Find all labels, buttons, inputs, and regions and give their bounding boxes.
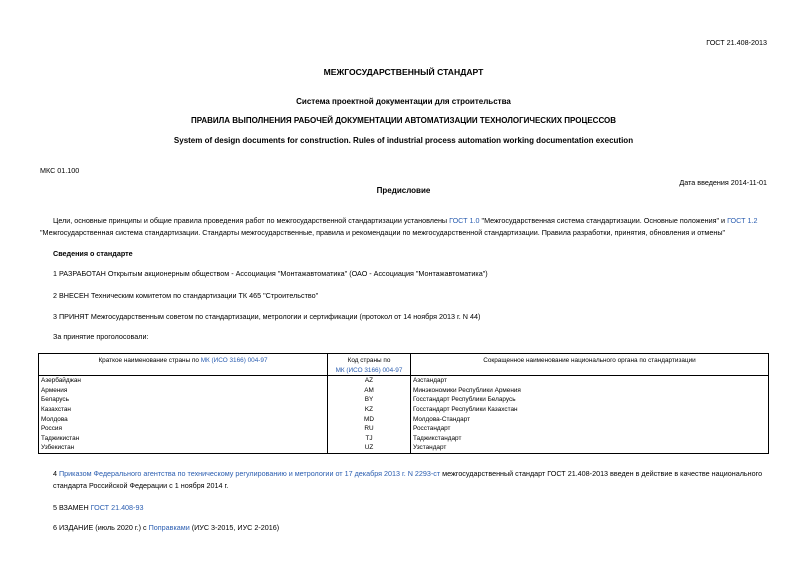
country-name-cell: Армения: [39, 386, 328, 396]
country-name-cell: Беларусь: [39, 395, 328, 405]
country-code-cell: BY: [328, 395, 411, 405]
voted-label: За принятие проголосовали:: [53, 332, 149, 341]
standard-info-heading: Сведения о стандарте: [53, 249, 133, 258]
country-code-cell: MD: [328, 415, 411, 425]
country-name-cell: Молдова: [39, 415, 328, 425]
preface-heading: Предисловие: [376, 186, 431, 195]
col-country-label: Краткое наименование страны по: [98, 357, 201, 364]
item-4-text: межгосударственный стандарт ГОСТ 21.408-2013 введен в действие в качестве национального стандарта Российской Федерации с 1 ноября 2014 г.: [53, 469, 763, 490]
country-code-cell: AM: [328, 386, 411, 396]
table-row: [39, 434, 769, 444]
table-row: [39, 376, 769, 386]
link-gost-21-408-93[interactable]: ГОСТ 21.408-93: [90, 503, 144, 512]
countries-table: [38, 353, 769, 454]
item-1-developed: 1 РАЗРАБОТАН Открытым акционерным обществом - Ассоциация "Монтажавтоматика" (ОАО - Ассоциация "Монтажавтоматика"): [53, 269, 488, 278]
standards-body-cell: Молдова-Стандарт: [411, 415, 769, 425]
col-code-header: [328, 354, 411, 376]
country-name-cell: Азербайджан: [39, 376, 328, 386]
table-row: [39, 415, 769, 425]
preface-text-a: Цели, основные принципы и общие правила проведения работ по межгосударственной стандартизации установлены: [53, 216, 450, 225]
standards-body-cell: Росстандарт: [411, 424, 769, 434]
link-mk-iso-3166[interactable]: МК (ИСО 3166) 004-97: [200, 357, 268, 364]
item-4-order: [53, 468, 769, 492]
table-row: [39, 443, 769, 453]
country-name-cell: Россия: [39, 424, 328, 434]
standards-body-cell: Госстандарт Республики Казахстан: [411, 405, 769, 415]
col-code-label: Код страны по: [347, 357, 391, 364]
country-code-cell: UZ: [328, 443, 411, 453]
item-6-edition: [53, 523, 279, 532]
link-amendments[interactable]: Поправками: [148, 523, 190, 532]
standards-body-cell: Госстандарт Республики Беларусь: [411, 395, 769, 405]
preface-paragraph-1: [40, 215, 770, 239]
col-body-header: Сокращенное наименование национального органа по стандартизации: [411, 354, 769, 376]
link-gost-1-0[interactable]: ГОСТ 1.0: [449, 216, 480, 225]
country-code-cell: TJ: [328, 434, 411, 444]
item-6-text-a: 6 ИЗДАНИЕ (июль 2020 г.) с: [53, 523, 149, 532]
link-mk-iso-3166-code[interactable]: МК (ИСО 3166) 004-97: [335, 366, 403, 374]
link-order-2293[interactable]: Приказом Федерального агентства по техническому регулированию и метрологии от 17 декабря 2013 г. N 2293-ст: [59, 469, 441, 478]
preface-text-b: "Межгосударственная система стандартизации. Основные положения" и: [479, 216, 728, 225]
link-gost-1-2[interactable]: ГОСТ 1.2: [727, 216, 758, 225]
item-5-text: 5 ВЗАМЕН: [53, 503, 91, 512]
table-row: [39, 386, 769, 396]
system-title: Система проектной документации для строительства: [296, 97, 511, 106]
item-3-adopted: 3 ПРИНЯТ Межгосударственным советом по стандартизации, метрологии и сертификации (протокол от 14 ноября 2013 г. N 44): [53, 312, 481, 321]
item-4-number: 4: [53, 469, 59, 478]
document-code: ГОСТ 21.408-2013: [706, 38, 767, 47]
country-code-cell: RU: [328, 424, 411, 434]
standard-title-en: System of design documents for construction. Rules of industrial process automation working documentation execution: [173, 136, 634, 145]
country-name-cell: Таджикистан: [39, 434, 328, 444]
table-row: [39, 405, 769, 415]
standards-body-cell: Узстандарт: [411, 443, 769, 453]
table-header-row: [39, 354, 769, 376]
standard-title-ru: ПРАВИЛА ВЫПОЛНЕНИЯ РАБОЧЕЙ ДОКУМЕНТАЦИИ АВТОМАТИЗАЦИИ ТЕХНОЛОГИЧЕСКИХ ПРОЦЕССОВ: [190, 116, 617, 125]
country-name-cell: Узбекистан: [39, 443, 328, 453]
country-code-cell: AZ: [328, 376, 411, 386]
country-code-cell: KZ: [328, 405, 411, 415]
standards-body-cell: Таджикстандарт: [411, 434, 769, 444]
standards-body-cell: Азстандарт: [411, 376, 769, 386]
item-6-text-b: (ИУС 3-2015, ИУС 2-2016): [189, 523, 280, 532]
table-row: [39, 424, 769, 434]
item-2-submitted: 2 ВНЕСЕН Техническим комитетом по стандартизации ТК 465 "Строительство": [53, 291, 319, 300]
standard-kind-heading: МЕЖГОСУДАРСТВЕННЫЙ СТАНДАРТ: [323, 67, 484, 77]
mks-code: МКС 01.100: [40, 166, 80, 175]
country-name-cell: Казахстан: [39, 405, 328, 415]
col-country-header: [39, 354, 328, 376]
preface-text-c: "Межгосударственная система стандартизации. Стандарты межгосударственные, правила и рекомендации по межгосударственной стандартизации. Правила разработки, принятия, обновления и отмены": [40, 228, 726, 237]
table-row: [39, 395, 769, 405]
introduction-date: Дата введения 2014-11-01: [679, 178, 767, 187]
item-5-replaces: [53, 503, 143, 512]
standards-body-cell: Минэкономики Республики Армения: [411, 386, 769, 396]
